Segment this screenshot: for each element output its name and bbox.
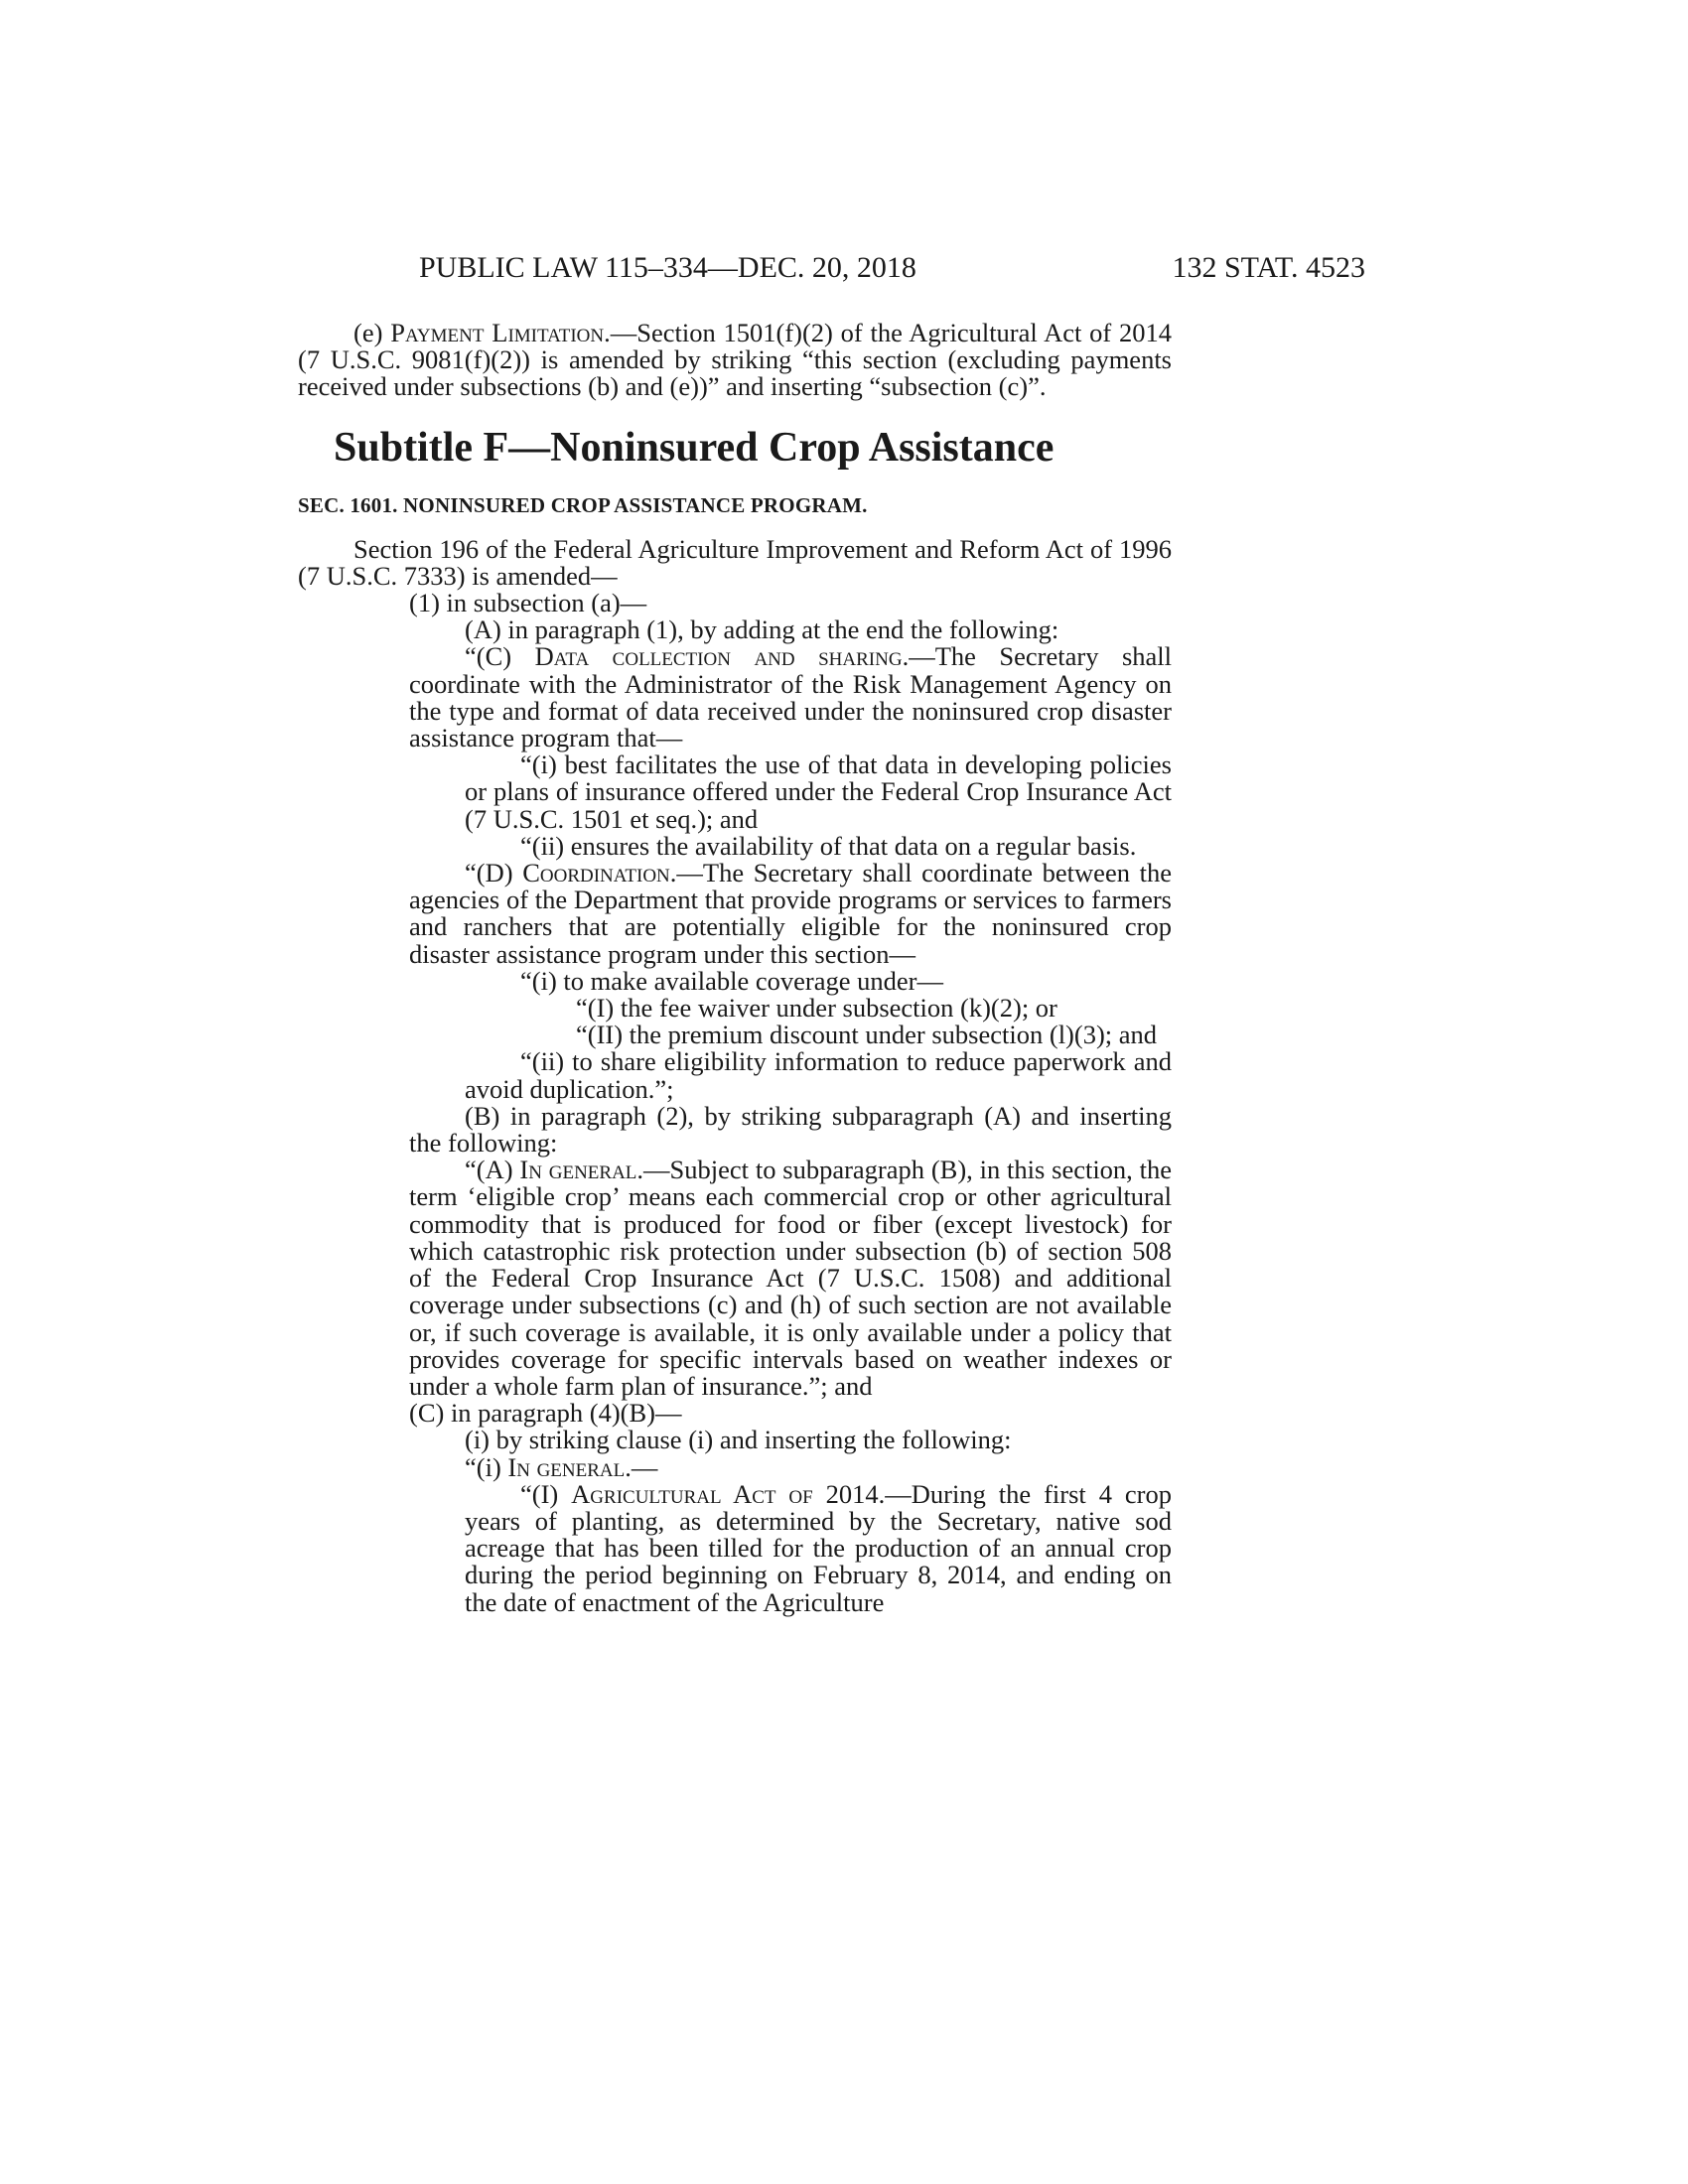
para-lead: “(A) xyxy=(465,1155,520,1185)
item-A: (A) in paragraph (1), by adding at the end the following: xyxy=(465,614,1059,645)
para-lead: “(I) xyxy=(520,1478,572,1509)
body-text xyxy=(298,320,1172,1616)
para-text: .—The Secretary shall coordinate with the Administrator of the Risk Management Agency on the type and format of data received under the noninsured crop disaster assistance program that— xyxy=(409,641,1173,753)
header-page-number: 132 STAT. 4523 xyxy=(1172,251,1365,284)
item-C-i: (i) by striking clause (i) and inserting the following: xyxy=(465,1425,1012,1455)
para-text: .—Subject to subparagraph (B), in this section, the term ‘eligible crop’ means each commercial crop or other agricultural commodity that is produced for food or fiber (except livestock) for which catastrophic risk protection under subsection (b) of section 508 of the Federal Crop Insurance Act (7 U.S.C. 1508) and additional coverage under subsections (c) and (h) of such section are not available or, if such coverage is available, it is only available under a policy that provides coverage for specific intervals based on weather indexes or under a whole farm plan of insurance.”; and xyxy=(409,1155,1173,1401)
para-caption: In general xyxy=(519,1155,637,1185)
para-text: .—The Secretary shall coordinate between the agencies of the Department that provide programs or services to farmers and ranchers that are potentially eligible for the noninsured crop disaster assistance program under this section— xyxy=(409,858,1172,969)
para-caption: In general xyxy=(507,1451,626,1482)
para-caption: Coordination xyxy=(522,858,670,888)
paragraph-payment-limitation xyxy=(298,320,1172,401)
para-text: .— xyxy=(625,1451,658,1482)
clause-in-general xyxy=(298,1451,1172,1482)
subparagraph-A-general xyxy=(298,1157,1172,1400)
para-text: .—Section 1501(f)(2) of the Agricultural Act of 2014 (7 U.S.C. 9081(f)(2)) is amended by striking “this section (excluding payments received under subsections (b) and (e))” and inserting “subsection (c)”. xyxy=(298,318,1173,402)
subparagraph-C xyxy=(298,643,1172,751)
para-lead: “(C) xyxy=(465,641,535,672)
para-caption: Data collection and sharing xyxy=(534,641,903,672)
item-B: (B) in paragraph (2), by striking subparagraph (A) and inserting the following: xyxy=(409,1100,1172,1159)
subclause-D-i-II: “(II) the premium discount under subsection (l)(3); and xyxy=(576,1020,1158,1050)
para-lead: “(i) xyxy=(465,1451,508,1482)
clause-D-ii: “(ii) to share eligibility information to reduce paperwork and avoid duplication.”; xyxy=(465,1046,1172,1104)
clause-C-i: “(i) best facilitates the use of that data in developing policies or plans of insurance offered under the Federal Crop Insurance Act (7 U.S.C. 1501 et seq.); and xyxy=(465,750,1172,834)
para-lead: “(D) xyxy=(465,858,523,888)
running-header xyxy=(298,248,1365,288)
subtitle-heading: Subtitle F—Noninsured Crop Assistance xyxy=(334,424,1055,471)
para-caption: Agricultural Act of 2014 xyxy=(571,1478,879,1509)
para-text: .—During the first 4 crop years of planting, as determined by the Secretary, native sod acreage that has been tilled for the production of an annual crop during the period beginning on February 8, 2014, and ending on the date of enactment of the Agriculture xyxy=(465,1478,1172,1617)
paragraph-intro: Section 196 of the Federal Agriculture Improvement and Reform Act of 1996 (7 U.S.C. 7333) is amended— xyxy=(298,533,1172,591)
item-1: (1) in subsection (a)— xyxy=(409,588,647,618)
para-lead: (e) xyxy=(353,318,391,347)
subclause-agricultural-act xyxy=(298,1478,1172,1617)
section-heading: SEC. 1601. NONINSURED CROP ASSISTANCE PROGRAM. xyxy=(298,492,868,517)
para-caption: Payment Limitation xyxy=(390,318,605,347)
item-C: (C) in paragraph (4)(B)— xyxy=(409,1398,682,1429)
clause-D-i: “(i) to make available coverage under— xyxy=(520,965,943,996)
header-title: PUBLIC LAW 115–334—DEC. 20, 2018 xyxy=(419,251,916,284)
clause-C-ii: “(ii) ensures the availability of that data on a regular basis. xyxy=(520,830,1137,861)
subclause-D-i-I: “(I) the fee waiver under subsection (k)(2); or xyxy=(576,993,1057,1024)
subparagraph-D xyxy=(298,860,1172,968)
